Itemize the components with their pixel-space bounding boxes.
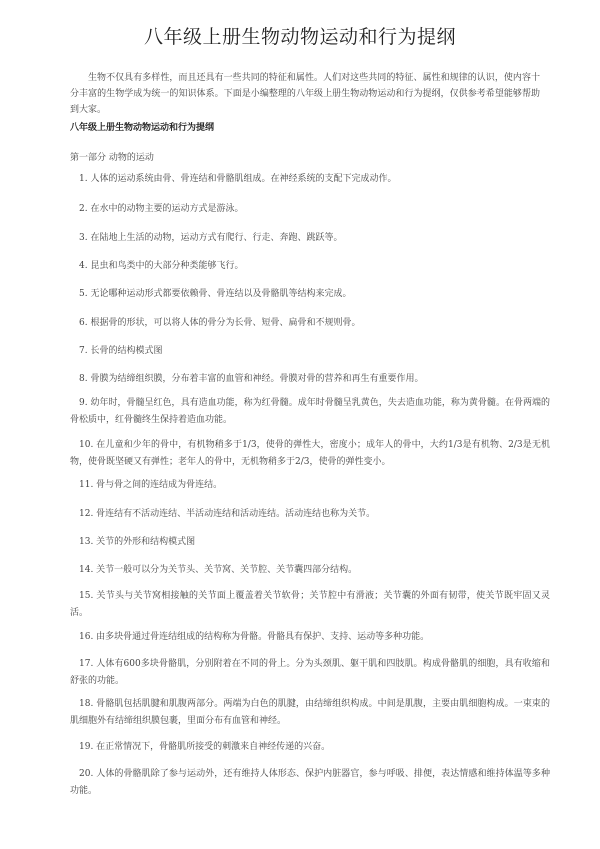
page-title: 八年级上册生物动物运动和行为提纲 [143, 26, 456, 48]
intro-paragraph: 生物不仅具有多样性，而且还具有一些共同的特征和属性。人们对这些共同的特征、属性和规律的认识，使内容十分丰富的生物学成为统一的知识体系。下面是小编整理的八年级上册生物动物运动和行为提纲，仅供参考希望能够帮助到大家。 [70, 73, 540, 115]
list-item: 4. 昆虫和鸟类中的大部分种类能够飞行。 [79, 261, 244, 271]
list-item: 3. 在陆地上生活的动物，运动方式有爬行、行走、奔跑、跳跃等。 [79, 233, 343, 243]
list-item: 2. 在水中的动物主要的运动方式是游泳。 [79, 204, 244, 214]
list-item: 10. 在儿童和少年的骨中，有机物稍多于1/3，使骨的弹性大，密度小；成年人的骨中，大约1/3是有机物、2/3是无机物，使骨既坚硬又有弹性；老年人的骨中，无机物稍多于2/3，使骨的弹性变小。 [70, 440, 550, 467]
list-item: 11. 骨与骨之间的连结成为骨连结。 [79, 480, 223, 490]
list-item: 5. 无论哪种运动形式都要依赖骨、骨连结以及骨骼肌等结构来完成。 [79, 289, 352, 299]
list-item: 7. 长骨的结构模式图 [79, 346, 163, 356]
list-item: 14. 关节一般可以分为关节头、关节窝、关节腔、关节囊四部分结构。 [79, 565, 358, 575]
list-item: 13. 关节的外形和结构模式图 [79, 537, 196, 547]
list-item: 16. 由多块骨通过骨连结组成的结构称为骨骼。骨骼具有保护、支持、运动等多种功能。 [79, 632, 430, 642]
list-item: 18. 骨骼肌包括肌腱和肌腹两部分。两端为白色的肌腱，由结缔组织构成。中间是肌腹，主要由肌细胞构成。一束束的肌细胞外有结缔组织膜包裹，里面分布有血管和神经。 [70, 699, 550, 726]
list-item: 20. 人体的骨骼肌除了参与运动外，还有维持人体形态、保护内脏器官，参与呼吸、排便，表达情感和维持体温等多种功能。 [70, 769, 550, 796]
list-item: 1. 人体的运动系统由骨、骨连结和骨骼肌组成。在神经系统的支配下完成动作。 [79, 174, 397, 184]
list-item: 8. 骨膜为结缔组织膜，分布着丰富的血管和神经。骨膜对骨的营养和再生有重要作用。 [79, 374, 424, 384]
part-heading: 第一部分 动物的运动 [70, 153, 154, 163]
list-item: 17. 人体有600多块骨骼肌，分别附着在不同的骨上。分为头颈肌、躯干肌和四肢肌。构成骨骼肌的细胞，具有收缩和舒张的功能。 [70, 659, 550, 686]
section-subtitle: 八年级上册生物动物运动和行为提纲 [70, 123, 215, 133]
list-item: 9. 幼年时，骨髓呈红色，具有造血功能，称为红骨髓。成年时骨髓呈乳黄色，失去造血功能，称为黄骨髓。在骨两端的骨松质中，红骨髓终生保持着造血功能。 [70, 398, 550, 425]
list-item: 15. 关节头与关节窝相接触的关节面上覆盖着关节软骨；关节腔中有滑液；关节囊的外面有韧带，使关节既牢固又灵活。 [70, 591, 550, 618]
list-item: 19. 在正常情况下，骨骼肌所接受的刺激来自神经传递的兴奋。 [79, 742, 331, 752]
list-item: 6. 根据骨的形状，可以将人体的骨分为长骨、短骨、扁骨和不规则骨。 [79, 318, 361, 328]
list-item: 12. 骨连结有不活动连结、半活动连结和活动连结。活动连结也称为关节。 [79, 509, 376, 519]
